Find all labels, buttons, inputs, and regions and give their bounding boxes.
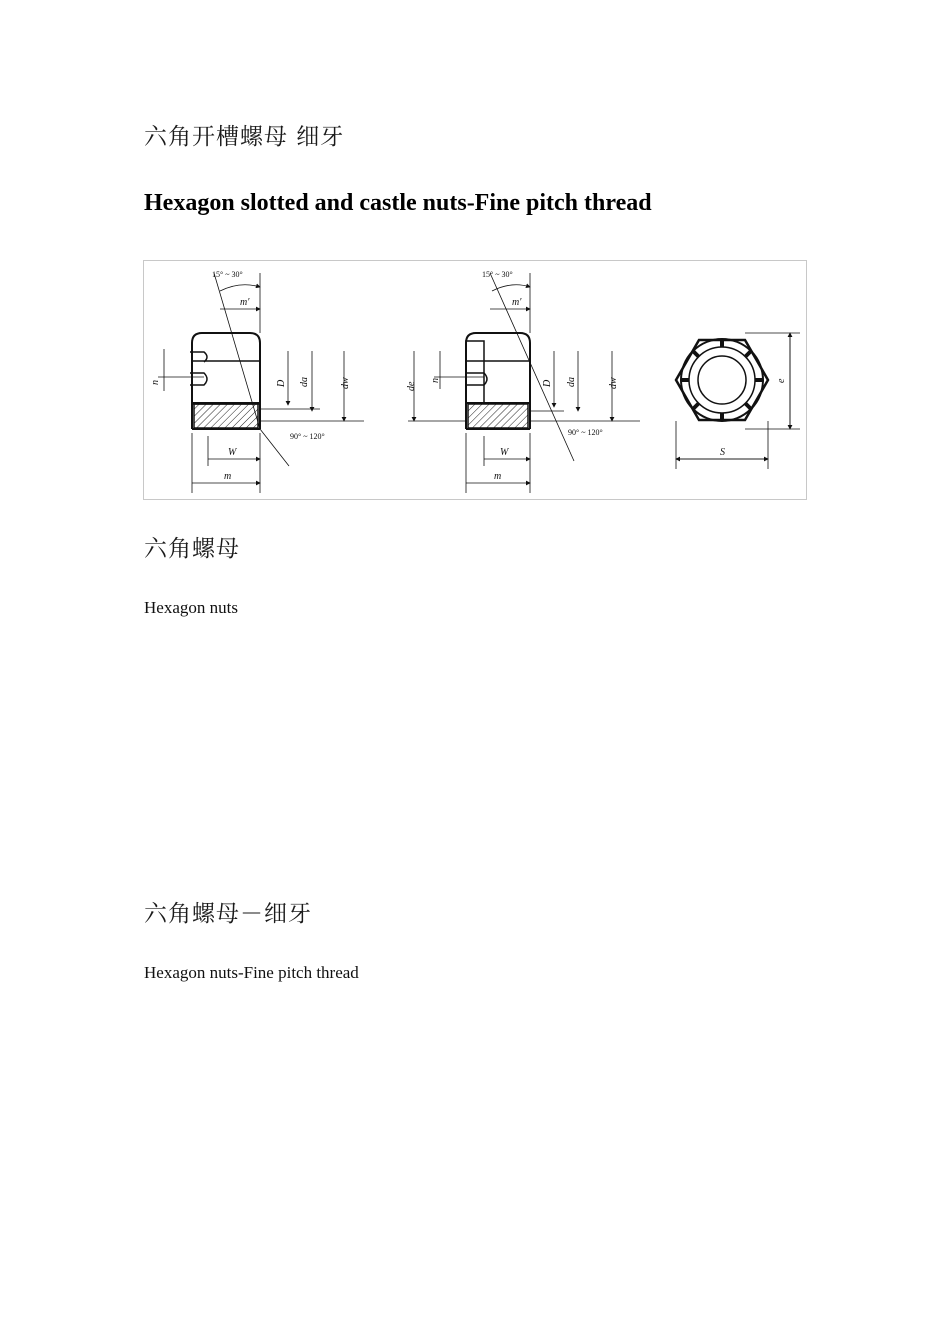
label-W-1: W bbox=[228, 447, 237, 458]
section-title-en-slotted: Hexagon slotted and castle nuts-Fine pitch thread bbox=[144, 190, 652, 216]
section-title-en-hex-fine: Hexagon nuts-Fine pitch thread bbox=[144, 963, 359, 982]
label-n-2: n bbox=[430, 378, 441, 383]
label-m-prime-1: m′ bbox=[240, 297, 250, 308]
section-title-cn-hex: 六角螺母 bbox=[144, 536, 240, 562]
castle-nut-dimensions bbox=[408, 273, 640, 493]
label-m-2: m bbox=[494, 471, 502, 482]
technical-drawing bbox=[144, 261, 806, 499]
nut-drawing-figure bbox=[143, 260, 807, 500]
label-W-2: W bbox=[500, 447, 509, 458]
castle-nut-top-view bbox=[676, 339, 768, 421]
label-angle-top-1: 15° ~ 30° bbox=[212, 270, 243, 279]
label-D-2: D bbox=[542, 379, 553, 387]
label-angle-bottom-2: 90° ~ 120° bbox=[568, 428, 603, 437]
label-S: S bbox=[720, 447, 725, 458]
label-de-2: de bbox=[406, 381, 417, 391]
section-title-cn-hex-fine: 六角螺母－细牙 bbox=[144, 901, 312, 927]
label-m-1: m bbox=[224, 471, 232, 482]
label-angle-top-2: 15° ~ 30° bbox=[482, 270, 513, 279]
label-D-1: D bbox=[276, 379, 287, 387]
slotted-nut-side-view bbox=[190, 333, 260, 429]
label-angle-bottom-1: 90° ~ 120° bbox=[290, 432, 325, 441]
section-title-en-hex: Hexagon nuts bbox=[144, 598, 238, 617]
label-m-prime-2: m′ bbox=[512, 297, 522, 308]
castle-nut-side-view bbox=[466, 333, 530, 429]
label-da-1: da bbox=[299, 377, 310, 387]
label-n-1: n bbox=[150, 380, 161, 385]
label-e: e bbox=[776, 378, 787, 383]
label-da-2: da bbox=[566, 377, 577, 387]
label-dw-1: dw bbox=[340, 377, 351, 389]
section-title-cn-slotted: 六角开槽螺母 细牙 bbox=[144, 124, 345, 150]
label-dw-2: dw bbox=[608, 377, 619, 389]
